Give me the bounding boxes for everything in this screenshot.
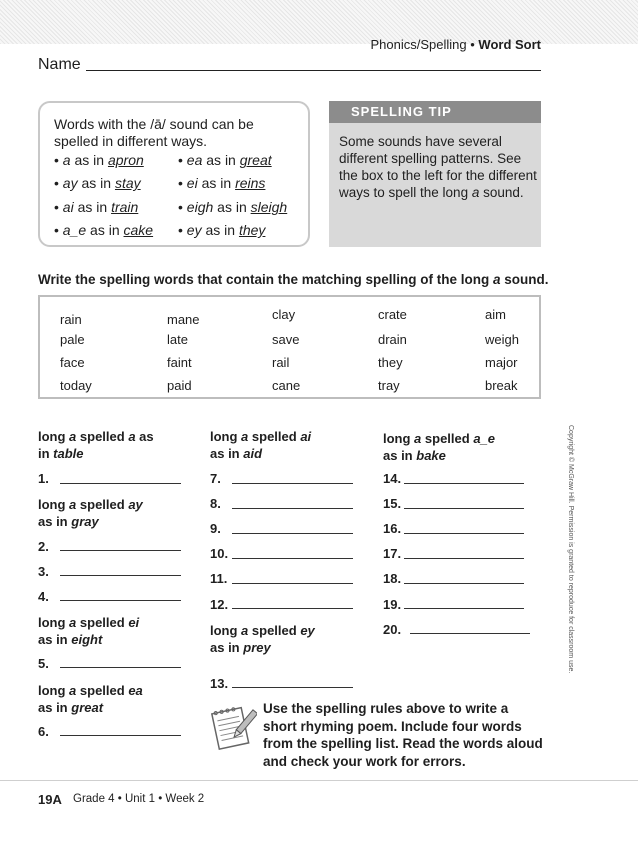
word-item: paid <box>167 378 192 393</box>
header-band <box>0 0 638 44</box>
answer-number: 7. <box>210 471 221 486</box>
word-item: weigh <box>485 332 519 347</box>
name-label: Name <box>38 56 81 73</box>
answer-number: 2. <box>38 539 49 554</box>
word-item: late <box>167 332 188 347</box>
answer-line-6[interactable] <box>60 735 181 736</box>
answer-number: 15. <box>383 496 402 511</box>
page-number: 19A <box>38 792 62 807</box>
answer-number: 10. <box>210 546 229 561</box>
answer-line-7[interactable] <box>232 483 353 484</box>
word-item: tray <box>378 378 400 393</box>
word-item: aim <box>485 307 506 322</box>
answer-line-18[interactable] <box>404 583 524 584</box>
answer-number: 3. <box>38 564 49 579</box>
word-item: drain <box>378 332 407 347</box>
answer-line-15[interactable] <box>404 508 524 509</box>
answer-number: 6. <box>38 724 49 739</box>
spelling-tip-box <box>329 101 541 247</box>
category-heading-a: long a spelled a as in table <box>38 429 154 461</box>
rule-item: • a as in apron <box>54 152 144 168</box>
answer-line-11[interactable] <box>232 583 353 584</box>
category-heading-ey: long a spelled ey as in prey <box>210 623 315 655</box>
word-item: break <box>485 378 518 393</box>
footer-divider <box>0 780 638 781</box>
answer-number: 12. <box>210 597 229 612</box>
answer-line-19[interactable] <box>404 608 524 609</box>
answer-line-17[interactable] <box>404 558 524 559</box>
answer-number: 14. <box>383 471 402 486</box>
answer-line-20[interactable] <box>410 633 530 634</box>
category-heading-ay: long a spelled ay as in gray <box>38 497 143 529</box>
rule-item: • ei as in reins <box>178 175 266 191</box>
answer-line-2[interactable] <box>60 550 181 551</box>
word-item: pale <box>60 332 85 347</box>
header-title: Phonics/Spelling • Word Sort <box>370 37 541 52</box>
word-item: today <box>60 378 92 393</box>
word-item: crate <box>378 307 407 322</box>
answer-line-14[interactable] <box>404 483 524 484</box>
tip-text: Some sounds have several different spelling patterns. See the box to the left for the different ways to spell the long a sound. <box>339 134 537 200</box>
word-item: rain <box>60 312 82 327</box>
answer-number: 20. <box>383 622 402 637</box>
answer-number: 16. <box>383 521 402 536</box>
answer-line-13[interactable] <box>232 687 353 688</box>
name-field[interactable] <box>86 70 541 71</box>
word-item: they <box>378 355 403 370</box>
answer-number: 1. <box>38 471 49 486</box>
poem-prompt: Use the spelling rules above to write a short rhyming poem. Include four words from the spelling list. Read the words aloud and check your work for errors. <box>263 701 543 769</box>
answer-line-4[interactable] <box>60 600 181 601</box>
word-item: save <box>272 332 300 347</box>
answer-number: 18. <box>383 571 402 586</box>
notepad-pencil-icon <box>207 702 257 752</box>
answer-line-10[interactable] <box>232 558 353 559</box>
answer-line-3[interactable] <box>60 575 181 576</box>
answer-number: 13. <box>210 676 229 691</box>
answer-number: 19. <box>383 597 402 612</box>
answer-line-9[interactable] <box>232 533 353 534</box>
copyright-notice: Copyright © McGraw Hill. Permission is granted to reproduce for classroom use. <box>567 425 574 674</box>
rule-item: • ea as in great <box>178 152 272 168</box>
category-heading-ai: long a spelled ai as in aid <box>210 429 312 461</box>
word-item: rail <box>272 355 290 370</box>
answer-number: 5. <box>38 656 49 671</box>
instruction: Write the spelling words that contain the matching spelling of the long a sound. <box>38 272 549 287</box>
category-heading-a-e: long a spelled a_e as in bake <box>383 431 496 463</box>
answer-line-5[interactable] <box>60 667 181 668</box>
answer-number: 9. <box>210 521 221 536</box>
answer-number: 17. <box>383 546 402 561</box>
category-heading-ea: long a spelled ea as in great <box>38 683 143 715</box>
word-list-box <box>38 295 541 399</box>
word-item: mane <box>167 312 200 327</box>
answer-number: 11. <box>210 571 228 586</box>
rule-item: • eigh as in sleigh <box>178 199 288 215</box>
rule-item: • ai as in train <box>54 199 139 215</box>
rule-item: • ey as in they <box>178 222 266 238</box>
word-item: cane <box>272 378 301 393</box>
answer-number: 8. <box>210 496 221 511</box>
word-item: major <box>485 355 518 370</box>
word-item: face <box>60 355 85 370</box>
spelling-rule-box <box>38 101 310 247</box>
answer-line-8[interactable] <box>232 508 353 509</box>
tip-heading: SPELLING TIP <box>329 101 541 123</box>
answer-number: 4. <box>38 589 49 604</box>
rule-item: • ay as in stay <box>54 175 141 191</box>
rule-intro: Words with the /ā/ sound can be spelled in different ways. <box>54 116 254 149</box>
answer-line-16[interactable] <box>404 533 524 534</box>
word-item: clay <box>272 307 296 322</box>
answer-line-12[interactable] <box>232 608 353 609</box>
answer-line-1[interactable] <box>60 483 181 484</box>
grade-unit-week: Grade 4 • Unit 1 • Week 2 <box>73 793 205 805</box>
category-heading-ei: long a spelled ei as in eight <box>38 615 140 647</box>
word-item: faint <box>167 355 192 370</box>
rule-item: • a_e as in cake <box>54 222 154 238</box>
